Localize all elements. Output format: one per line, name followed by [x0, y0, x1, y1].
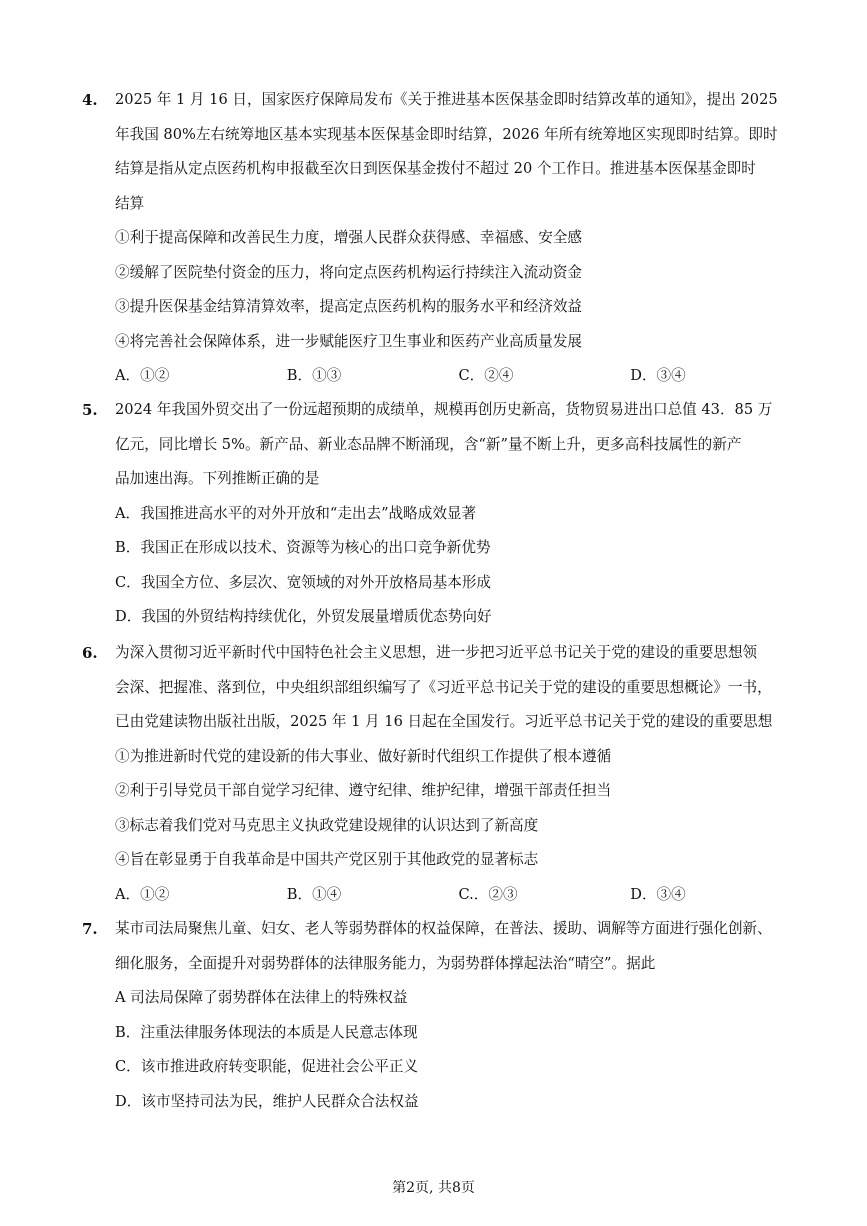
question-stem-line: 2024 年我国外贸交出了一份远超预期的成绩单，规模再创历史新高，货物贸易进出口总值 43．85 万: [115, 401, 773, 418]
question-stem-line: 亿元，同比增长 5%。新产品、新业态品牌不断涌现，含“新”量不断上升，更多高科技属性的新产: [115, 435, 742, 453]
question-number: 7.: [82, 920, 98, 938]
question-body: [115, 393, 802, 635]
statement-option: ②缓解了医院垫付资金的压力，将向定点医药机构运行持续注入流动资金: [115, 263, 583, 281]
question-number: 5.: [82, 401, 98, 419]
question-stem-line: 某市司法局聚焦儿童、妇女、老人等弱势群体的权益保障，在普法、援助、调解等方面进行强化创新、: [115, 920, 772, 937]
question-stem-line: 品加速出海。下列推断正确的是: [115, 470, 320, 487]
choice-a[interactable]: A．①②: [115, 885, 170, 903]
question-number: 6.: [82, 644, 98, 662]
choice-c[interactable]: C.．②③: [458, 885, 518, 903]
question-5: [82, 393, 802, 635]
question-stem-line: 结算: [115, 194, 145, 212]
choice-b[interactable]: B．我国正在形成以技术、资源等为核心的出口竞争新优势: [115, 539, 491, 556]
question-6: [82, 636, 802, 912]
statement-option: ①为推进新时代党的建设新的伟大事业、做好新时代组织工作提供了根本遵循: [115, 747, 612, 765]
question-stem-line: 为深入贯彻习近平新时代中国特色社会主义思想，进一步把习近平总书记关于党的建设的重要思想领: [115, 644, 758, 661]
choice-b[interactable]: B．①③: [286, 367, 342, 384]
question-stem-line: 年我国 80%左右统筹地区基本实现基本医保基金即时结算，2026 年所有统筹地区实现即时结算。即时: [115, 125, 778, 143]
question-body: [115, 83, 802, 394]
question-stem-line: 结算是指从定点医药机构申报截至次日到医保基金拨付不超过 20 个工作日。推进基本医保基金即时: [115, 160, 756, 177]
choice-d[interactable]: D．③④: [630, 367, 686, 384]
answer-choices: [115, 359, 802, 394]
question-4: [82, 83, 802, 394]
statement-option: ④将完善社会保障体系，进一步赋能医疗卫生事业和医药产业高质量发展: [115, 332, 583, 350]
statement-option: ②利于引导党员干部自觉学习纪律、遵守纪律、维护纪律，增强干部责任担当: [115, 782, 612, 799]
statement-option: ③提升医保基金结算清算效率，提高定点医药机构的服务水平和经济效益: [115, 298, 583, 315]
answer-choices: [115, 878, 802, 913]
choice-c[interactable]: C．②④: [458, 367, 514, 384]
statement-option: ③标志着我们党对马克思主义执政党建设规律的认识达到了新高度: [115, 816, 539, 834]
question-body: [115, 636, 802, 912]
question-7: [82, 912, 802, 1119]
choice-d[interactable]: D．我国的外贸结构持续优化，外贸发展量增质优态势向好: [115, 608, 492, 625]
choice-c[interactable]: C．我国全方位、多层次、宽领域的对外开放格局基本形成: [115, 573, 492, 591]
choice-a[interactable]: A 司法局保障了弱势群体在法律上的特殊权益: [115, 989, 408, 1006]
question-stem-line: 会深、把握准、落到位，中央组织部组织编写了《习近平总书记关于党的建设的重要思想概论》一书，: [115, 678, 772, 696]
question-stem-line: 2025 年 1 月 16 日，国家医疗保障局发布《关于推进基本医保基金即时结算改革的通知》，提出 2025: [115, 91, 778, 108]
choice-c[interactable]: C．该市推进政府转变职能，促进社会公平正义: [115, 1058, 419, 1075]
choice-b[interactable]: B．①④: [286, 885, 342, 903]
page-number-footer: 第2页, 共8页: [392, 1180, 475, 1196]
question-number: 4.: [82, 91, 98, 109]
question-body: [115, 912, 802, 1119]
choice-a[interactable]: A．①②: [115, 367, 170, 384]
choice-a[interactable]: A．我国推进高水平的对外开放和“走出去”战略成效显著: [115, 504, 477, 522]
question-stem-line: 细化服务，全面提升对弱势群体的法律服务能力，为弱势群体撑起法治“晴空”。据此: [115, 954, 656, 972]
choice-d[interactable]: D．③④: [630, 885, 686, 903]
choice-d[interactable]: D．该市坚持司法为民，维护人民群众合法权益: [115, 1092, 419, 1110]
statement-option: ④旨在彰显勇于自我革命是中国共产党区别于其他政党的显著标志: [115, 851, 539, 868]
choice-b[interactable]: B．注重法律服务体现法的本质是人民意志体现: [115, 1023, 418, 1041]
question-stem-line: 已由党建读物出版社出版，2025 年 1 月 16 日起在全国发行。习近平总书记关于党的建设的重要思想: [115, 713, 773, 730]
statement-option: ①利于提高保障和改善民生力度，增强人民群众获得感、幸福感、安全感: [115, 229, 583, 246]
